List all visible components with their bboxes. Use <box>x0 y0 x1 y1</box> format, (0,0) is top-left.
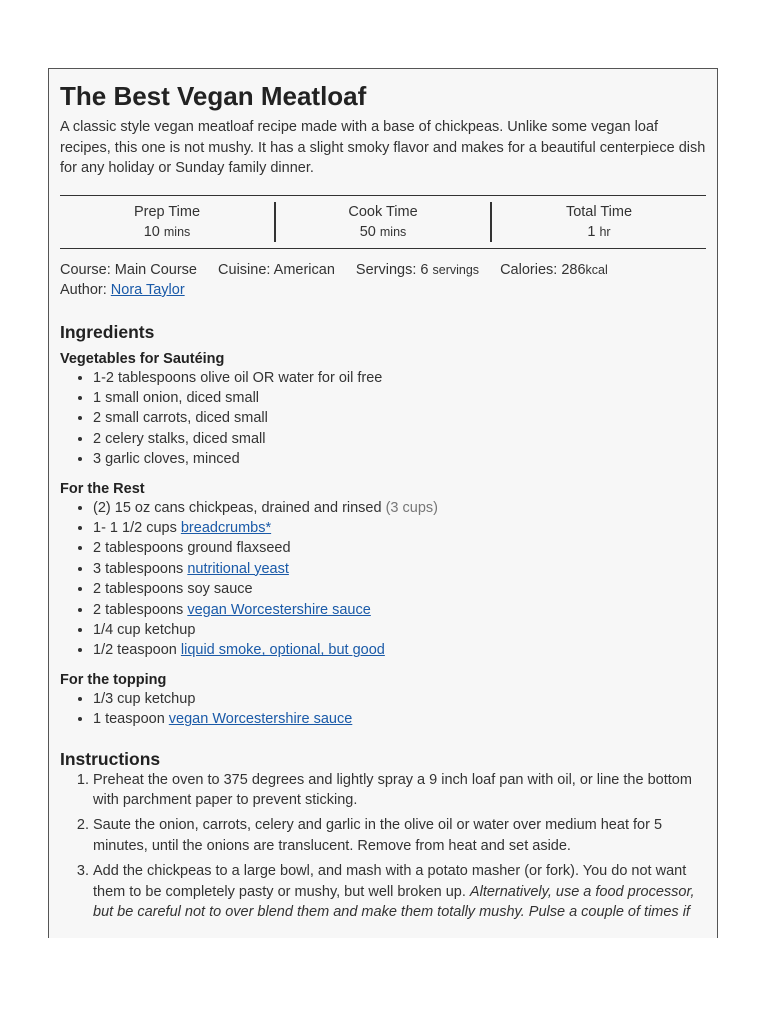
ingredient-text: (2) 15 oz cans chickpeas, drained and rinsed <box>93 499 382 516</box>
ingredient-group-heading: For the Rest <box>60 480 145 497</box>
ingredient-text: 1 teaspoon <box>93 711 165 728</box>
recipe-summary: A classic style vegan meatloaf recipe made with a base of chickpeas. Unlike some vegan loaf recipes, this one is not mushy. It has a slight smoky flavor and makes for a beautiful centerpiece dish for any holiday or Sunday family dinner. <box>60 119 706 176</box>
recipe-meta <box>60 260 706 301</box>
ingredient-group-list <box>60 368 706 470</box>
ingredient-item <box>93 709 706 729</box>
prep-time-label: Prep Time <box>133 203 201 220</box>
ingredient-item <box>93 559 706 579</box>
ingredient-item <box>93 449 706 469</box>
instructions-heading: Instructions <box>60 748 161 769</box>
ingredient-text: 1- 1 1/2 cups <box>93 519 177 536</box>
instruction-tip: Alternatively, use a food processor, but be careful not to over blend them and make them totally mushy. Pulse a couple of times if <box>93 883 695 921</box>
cuisine: Cuisine: American <box>218 261 335 278</box>
instructions-list <box>60 770 706 923</box>
ingredient-item <box>93 388 706 408</box>
author-label: Author: <box>60 282 107 298</box>
instruction-step <box>93 861 706 922</box>
ingredient-group-heading: Vegetables for Sautéing <box>60 350 225 367</box>
ingredient-text: 2 celery stalks, diced small <box>93 430 266 447</box>
ingredient-item <box>93 538 706 558</box>
ingredient-item <box>93 518 706 538</box>
ingredients-heading: Ingredients <box>60 321 155 342</box>
ingredient-note: (3 cups) <box>385 499 438 516</box>
ingredient-link[interactable]: breadcrumbs* <box>180 519 272 536</box>
instruction-text: Saute the onion, carrots, celery and garlic in the olive oil or water over medium heat for 5 minutes, until the onions are translucent. Remove from heat and set aside. <box>93 817 663 854</box>
total-time-label: Total Time <box>565 203 633 220</box>
ingredient-text: 1/3 cup ketchup <box>93 690 196 707</box>
ingredient-text: 3 tablespoons <box>93 560 184 577</box>
servings-label: Servings: 6 <box>355 261 429 278</box>
prep-time-unit: mins <box>163 224 191 239</box>
total-time-unit: hr <box>599 224 611 239</box>
instruction-step <box>93 770 706 811</box>
instruction-step <box>93 815 706 856</box>
ingredient-text: 1/4 cup ketchup <box>93 621 196 638</box>
ingredient-text: 3 garlic cloves, minced <box>93 451 240 468</box>
ingredient-text: 2 small carrots, diced small <box>93 410 268 427</box>
ingredient-item <box>93 600 706 620</box>
ingredient-text: 2 tablespoons <box>93 601 184 618</box>
calories-unit: kcal <box>585 262 608 277</box>
ingredient-item <box>93 408 706 428</box>
course: Course: Main Course <box>60 261 197 278</box>
calories <box>500 262 608 278</box>
ingredient-text: 1 small onion, diced small <box>93 389 260 406</box>
servings-unit: servings <box>432 262 480 277</box>
ingredient-item <box>93 689 706 709</box>
total-time <box>490 202 706 242</box>
total-time-value: 1 <box>587 223 596 240</box>
recipe-title: The Best Vegan Meatloaf <box>60 81 367 111</box>
prep-time-value: 10 <box>143 223 160 240</box>
ingredient-text: 1/2 teaspoon <box>93 642 177 659</box>
recipe-card <box>48 68 718 938</box>
ingredient-item <box>93 429 706 449</box>
servings <box>356 262 479 278</box>
ingredient-link[interactable]: liquid smoke, optional, but good <box>180 642 385 659</box>
recipe-times <box>60 195 706 249</box>
ingredient-item <box>93 498 706 518</box>
cook-time-label: Cook Time <box>348 203 418 220</box>
ingredient-link[interactable]: vegan Worcestershire sauce <box>187 601 371 618</box>
ingredient-item <box>93 579 706 599</box>
ingredient-text: 1-2 tablespoons olive oil OR water for oil free <box>93 369 383 386</box>
instruction-text: Preheat the oven to 375 degrees and lightly spray a 9 inch loaf pan with oil, or line the bottom with parchment paper to prevent sticking. <box>93 771 692 808</box>
ingredient-text: 2 tablespoons ground flaxseed <box>93 540 291 557</box>
ingredient-item <box>93 620 706 640</box>
ingredient-group-list <box>60 498 706 661</box>
instruction-text: Add the chickpeas to a large bowl, and mash with a potato masher (or fork). You do not want them to be completely pasty or mushy, but well broken up. <box>93 863 687 900</box>
calories-label: Calories: 286 <box>500 261 586 278</box>
ingredient-link[interactable]: nutritional yeast <box>187 560 289 577</box>
author-link[interactable]: Nora Taylor <box>110 282 185 298</box>
ingredient-group-heading: For the topping <box>60 671 167 688</box>
ingredient-item <box>93 640 706 660</box>
cook-time-value: 50 <box>359 223 376 240</box>
ingredients-list <box>60 350 706 730</box>
cook-time-unit: mins <box>379 224 407 239</box>
cook-time <box>274 202 490 242</box>
ingredient-item <box>93 368 706 388</box>
ingredient-link[interactable]: vegan Worcestershire sauce <box>168 711 353 728</box>
prep-time <box>60 202 274 242</box>
ingredient-group-list <box>60 689 706 730</box>
ingredient-text: 2 tablespoons soy sauce <box>93 581 253 598</box>
